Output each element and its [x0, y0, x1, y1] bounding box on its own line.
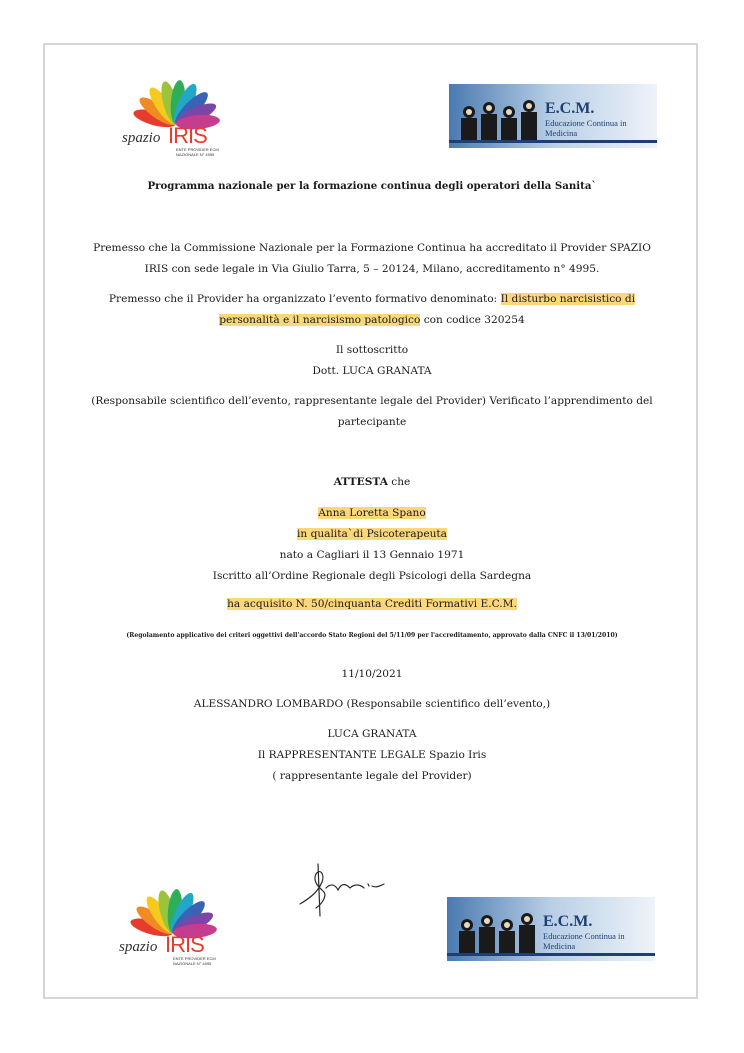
- premise-2-prefix: Premesso che il Provider ha organizzato l’evento formativo denominato:: [108, 293, 501, 305]
- iris-name-a-bottom: spazio: [119, 939, 158, 955]
- iris-caption: [176, 147, 219, 157]
- iris-caption-1: ENTE PROVIDER ECM: [176, 147, 219, 152]
- signature: [296, 858, 388, 918]
- ecm-subtitle: Educazione Continua in Medicina: [545, 118, 627, 138]
- role-statement: [60, 391, 684, 433]
- iris-caption-1-bottom: ENTE PROVIDER ECM: [173, 956, 216, 961]
- page-heading: Programma nazionale per la formazione continua degli operatori della Sanita`: [147, 180, 597, 192]
- role-line-2: partecipante: [337, 416, 407, 428]
- legal-representative-block: [60, 724, 684, 787]
- premise-2-suffix: con codice 320254: [420, 314, 525, 326]
- undersigned-block: [60, 340, 684, 382]
- credits-text: ha acquisito N. 50/cinquanta Crediti Formativi E.C.M.: [227, 598, 517, 610]
- spazio-iris-logo-top: [118, 80, 228, 164]
- participant-name: Anna Loretta Spano: [318, 507, 426, 519]
- attesta-line: [60, 472, 684, 493]
- iris-caption-2-bottom: NAZIONALE N° 4995: [173, 961, 212, 966]
- legal-rep-note: ( rappresentante legale del Provider): [272, 770, 472, 782]
- issue-date: 11/10/2021: [341, 668, 403, 680]
- undersigned-label: Il sottoscritto: [335, 344, 409, 356]
- premise-1-line-1: Premesso che la Commissione Nazionale per la Formazione Continua ha accreditato il Provider SPAZIO: [93, 242, 651, 254]
- participant-birth: nato a Cagliari il 13 Gennaio 1971: [279, 549, 465, 561]
- iris-name-b: IRIS: [168, 123, 207, 148]
- event-title-part-2: personalità e il narcisismo patologico: [219, 314, 421, 326]
- iris-name-b-bottom: IRIS: [165, 932, 204, 957]
- regulation-note: (Regolamento applicativo dei criteri oggettivi dell'accordo Stato Regioni del 5/11/09 per l'accreditamento, approvato dalla CNFC il 13/01/2010): [126, 632, 618, 639]
- premise-paragraph-2: [60, 289, 684, 331]
- spazio-iris-logo-bottom: [115, 889, 225, 973]
- undersigned-name: Dott. LUCA GRANATA: [312, 365, 432, 377]
- role-line-1: (Responsabile scientifico dell’evento, rappresentante legale del Provider) Verificato l’apprendimento del: [91, 395, 653, 407]
- attesta-rest: che: [387, 476, 411, 488]
- premise-1-line-2: IRIS con sede legale in Via Giulio Tarra, 5 – 20124, Milano, accreditamento n° 4995.: [144, 263, 600, 275]
- iris-caption-2: NAZIONALE N° 4995: [176, 152, 215, 157]
- participant-block: [60, 503, 684, 587]
- credits-line: [60, 594, 684, 615]
- legal-rep-name: LUCA GRANATA: [327, 728, 417, 740]
- premise-paragraph-1: [60, 238, 684, 280]
- ecm-title-bottom: E.C.M.: [543, 913, 593, 930]
- ecm-title: E.C.M.: [545, 100, 595, 117]
- ecm-logo-bottom: [447, 897, 655, 961]
- participant-role: in qualita`di Psicoterapeuta: [296, 528, 447, 540]
- scientific-responsible: ALESSANDRO LOMBARDO (Responsabile scientifico dell’evento,): [193, 698, 551, 710]
- legal-rep-title: Il RAPPRESENTANTE LEGALE Spazio Iris: [257, 749, 487, 761]
- attesta-bold: ATTESTA: [333, 476, 388, 488]
- iris-caption-bottom: [173, 956, 216, 966]
- ecm-subtitle-bottom: Educazione Continua in Medicina: [543, 931, 625, 951]
- event-title-part-1: Il disturbo narcisistico di: [500, 293, 636, 305]
- ecm-logo-top: [449, 84, 657, 148]
- iris-name-a: spazio: [122, 130, 161, 146]
- participant-registration: Iscritto all’Ordine Regionale degli Psicologi della Sardegna: [212, 570, 532, 582]
